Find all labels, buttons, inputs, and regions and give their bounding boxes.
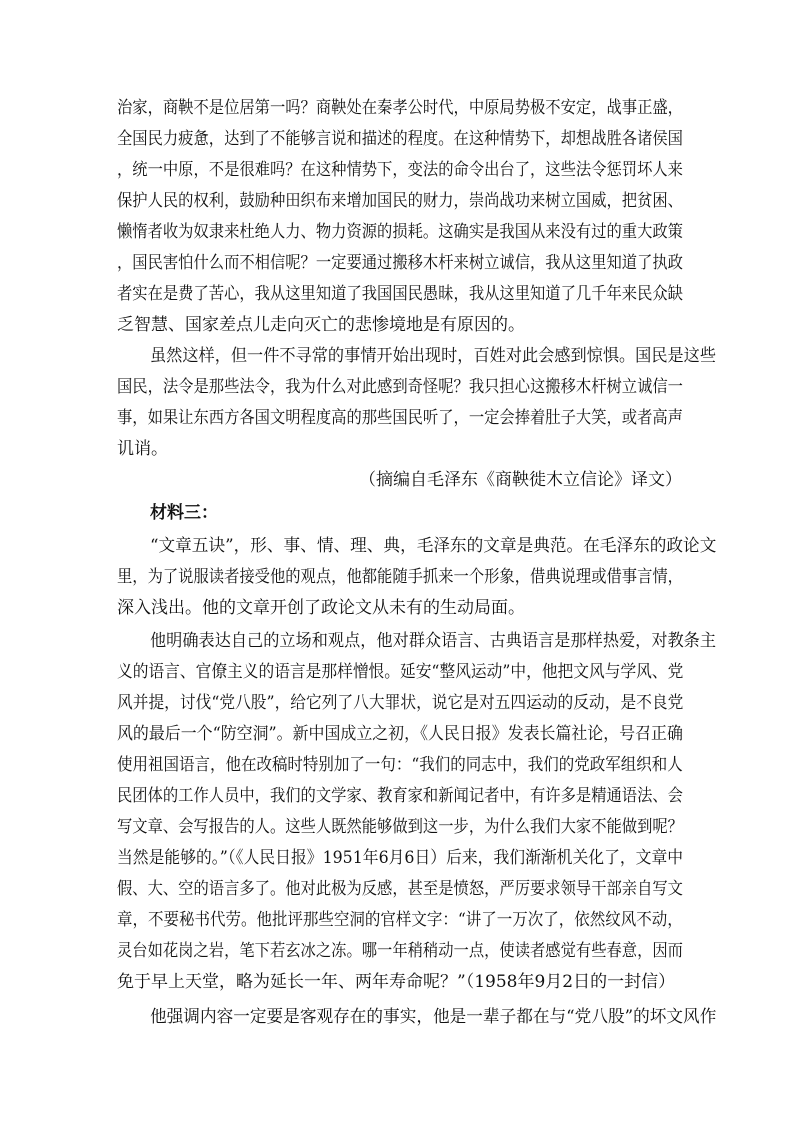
section-heading: 材料三： <box>150 503 218 523</box>
paragraph-1-line-6: ，国民害怕什么而不相信呢？一定要通过搬移木杆来树立诚信，我从这里知道了执政 <box>117 253 683 273</box>
paragraph-2-line-1: 虽然这样，但一件不寻常的事情开始出现时，百姓对此会感到惊惧。国民是这些 <box>150 346 717 366</box>
paragraph-4-line-2: 义的语言、官僚主义的语言是那样憎恨。延安“整风运动”中，他把文风与学风、党 <box>117 662 684 682</box>
paragraph-4-line-10: 章，不要秘书代劳。他批评那些空洞的官样文字：“讲了一万次了，依然纹风不动， <box>117 910 683 930</box>
paragraph-4-line-11: 灵台如花岗之岩，笔下若玄冰之冻。哪一年稍稍动一点，使读者感觉有些春意，因而 <box>117 941 683 961</box>
paragraph-1-line-2: 全国民力疲惫，达到了不能够言说和描述的程度。在这种情势下，却想战胜各诸侯国 <box>117 129 683 149</box>
paragraph-4-line-9: 假、大、空的语言多了。他对此极为反感，甚至是愤怒，严厉要求领导干部亲自写文 <box>117 879 683 899</box>
paragraph-3-line-2: 里，为了说服读者接受他的观点，他都能随手抓来一个形象，借典说理或借事言情， <box>117 567 683 587</box>
paragraph-2-line-3: 事，如果让东西方各国文明程度高的那些国民听了，一定会捧着肚子大笑，或者高声 <box>117 408 683 428</box>
paragraph-4-line-7: 写文章、会写报告的人。这些人既然能够做到这一步，为什么我们大家不能做到呢？ <box>117 817 683 837</box>
paragraph-4-line-3: 风并提，讨伐“党八股”，给它列了八大罪状，说它是对五四运动的反动，是不良党 <box>117 693 684 713</box>
paragraph-1-line-8: 乏智慧、国家差点儿走向灭亡的悲惨境地是有原因的。 <box>117 315 525 335</box>
paragraph-3-line-1: “文章五诀”，形、事、情、理、典，毛泽东的文章是典范。在毛泽东的政论文 <box>150 536 717 556</box>
paragraph-2-line-2: 国民，法令是那些法令，我为什么对此感到奇怪呢？我只担心这搬移木杆树立诚信一 <box>117 377 683 397</box>
paragraph-4-line-1: 他明确表达自己的立场和观点，他对群众语言、古典语言是那样热爱，对教条主 <box>150 631 717 651</box>
paragraph-4-line-4: 风的最后一个“防空洞”。新中国成立之初，《人民日报》发表长篇社论，号召正确 <box>117 724 683 744</box>
paragraph-1-line-3: ，统一中原，不是很难吗？在这种情势下，变法的命令出台了，这些法令惩罚坏人来 <box>117 160 683 180</box>
paragraph-4-line-12: 免于早上天堂，略为延长一年、两年寿命呢？”（1958年9月2日的一封信） <box>117 972 676 992</box>
paragraph-1-line-1: 治家，商鞅不是位居第一吗？商鞅处在秦孝公时代，中原局势极不安定，战事正盛， <box>117 98 683 118</box>
paragraph-1-line-7: 者实在是费了苦心，我从这里知道了我国国民愚昧，我从这里知道了几千年来民众缺 <box>117 284 683 304</box>
source-citation: （摘编自毛泽东《商鞅徙木立信论》译文） <box>359 470 682 490</box>
paragraph-1-line-5: 懒惰者收为奴隶来杜绝人力、物力资源的损耗。这确实是我国从来没有过的重大政策 <box>117 222 683 242</box>
paragraph-1-line-4: 保护人民的权利，鼓励种田织布来增加国民的财力，崇尚战功来树立国威，把贫困、 <box>117 191 683 211</box>
paragraph-4-line-6: 民团体的工作人员中，我们的文学家、教育家和新闻记者中，有许多是精通语法、会 <box>117 786 683 806</box>
paragraph-4-line-8: 当然是能够的。”（《人民日报》1951年6月6日）后来，我们渐渐机关化了，文章中 <box>117 848 684 868</box>
paragraph-3-line-3: 深入浅出。他的文章开创了政论文从未有的生动局面。 <box>117 598 525 618</box>
paragraph-2-line-4: 讥诮。 <box>117 439 168 459</box>
paragraph-4-line-5: 使用祖国语言，他在改稿时特别加了一句：“我们的同志中，我们的党政军组织和人 <box>117 755 683 775</box>
paragraph-5-line-1: 他强调内容一定要是客观存在的事实，他是一辈子都在与“党八股”的坏文风作 <box>150 1007 717 1027</box>
